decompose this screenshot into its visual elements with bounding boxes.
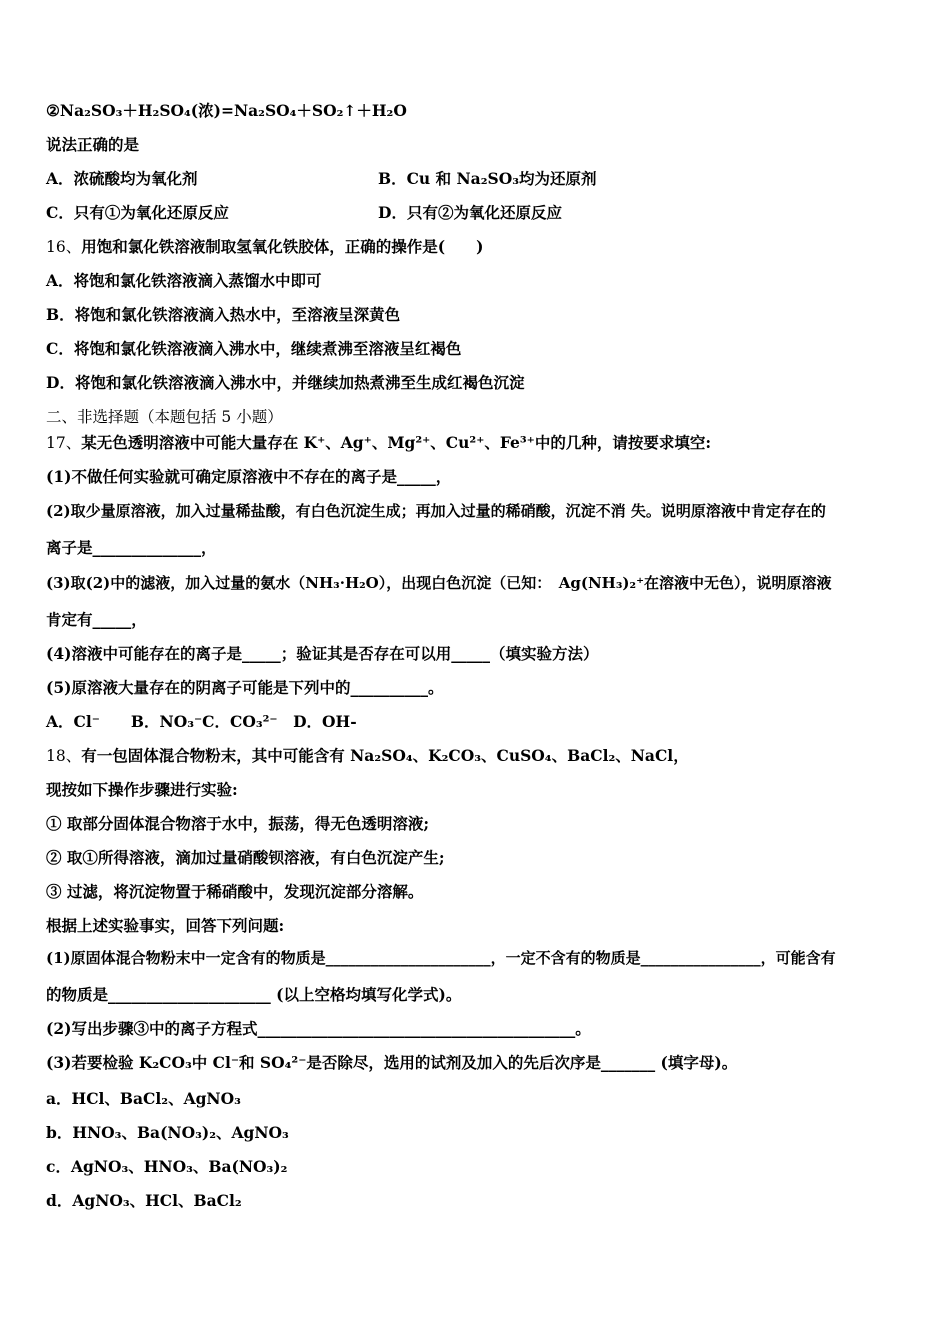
- q17-part-3-line-2: 肯定有_____，: [46, 610, 147, 629]
- section-heading: 二、非选择题（本题包括 5 小题）: [46, 408, 283, 426]
- q15-options-row-1: [46, 169, 906, 189]
- q18-step-1: ① 取部分固体混合物溶于水中，振荡，得无色透明溶液;: [46, 814, 430, 833]
- q17-text: 某无色透明溶液中可能大量存在 K⁺、Ag⁺、Mg²⁺、Cu²⁺、Fe³⁺中的几种，请按要求填空:: [81, 433, 712, 452]
- q16-number: 16、: [46, 238, 82, 256]
- q18-option-a: a．HCl、BaCl₂、AgNO₃: [46, 1089, 241, 1108]
- q18-step-3: ③ 过滤，将沉淀物置于稀硝酸中，发现沉淀部分溶解。: [46, 882, 424, 901]
- q15-option-c: C．只有①为氧化还原反应: [46, 203, 229, 222]
- q18-number: 18、: [46, 747, 82, 765]
- q17-part-2-line-2: 离子是______________，: [46, 538, 217, 557]
- q17-options: A．Cl⁻ B．NO₃⁻C．CO₃²⁻ D．OH-: [46, 712, 357, 731]
- q18-instruction: 根据上述实验事实，回答下列问题:: [46, 916, 285, 935]
- q18-option-c: c．AgNO₃、HNO₃、Ba(NO₃)₂: [46, 1157, 288, 1176]
- q18-stem: [46, 746, 689, 766]
- q15-option-b: B．Cu 和 Na₂SO₃均为还原剂: [378, 169, 597, 188]
- q17-part-5: (5)原溶液大量存在的阴离子可能是下列中的__________。: [46, 678, 444, 697]
- q16-text: 用饱和氯化铁溶液制取氢氧化铁胶体，正确的操作是( ): [81, 237, 484, 256]
- q17-stem: [46, 433, 711, 453]
- q17-part-4: (4)溶液中可能存在的离子是_____；验证其是否存在可以用_____（填实验方法）: [46, 644, 599, 663]
- q15-options-row-2: [46, 203, 906, 223]
- q15-option-a: A．浓硫酸均为氧化剂: [46, 169, 198, 188]
- reaction-equation-2: ②Na₂SO₃＋H₂SO₄(浓)=Na₂SO₄＋SO₂↑＋H₂O: [46, 101, 407, 120]
- question-prompt: 说法正确的是: [46, 135, 140, 154]
- q15-option-d: D．只有②为氧化还原反应: [378, 203, 562, 222]
- q17-part-3-line-1: (3)取(2)中的滤液，加入过量的氨水（NH₃·H₂O），出现白色沉淀（已知： Ag(NH₃)₂⁺在溶液中无色），说明原溶液: [46, 574, 832, 592]
- q18-part-1-line-1: (1)原固体混合物粉末中一定含有的物质是______________________，一定不含有的物质是________________，可能含有: [46, 949, 836, 967]
- q17-part-1: (1)不做任何实验就可确定原溶液中不存在的离子是_____，: [46, 467, 452, 486]
- q18-step-2: ② 取①所得溶液，滴加过量硝酸钡溶液，有白色沉淀产生;: [46, 848, 445, 867]
- q16-stem: [46, 237, 483, 257]
- q18-step-intro: 现按如下操作步骤进行实验:: [46, 780, 238, 799]
- q16-option-d: D．将饱和氯化铁溶液滴入沸水中，并继续加热煮沸至生成红褐色沉淀: [46, 373, 525, 392]
- q18-part-1-line-2: 的物质是_____________________ (以上空格均填写化学式)。: [46, 985, 462, 1004]
- q16-option-b: B．将饱和氯化铁溶液滴入热水中，至溶液呈深黄色: [46, 305, 401, 324]
- q18-part-3: (3)若要检验 K₂CO₃中 Cl⁻和 SO₄²⁻是否除尽，选用的试剂及加入的先后次序是_______ (填字母)。: [46, 1053, 738, 1072]
- q16-option-c: C．将饱和氯化铁溶液滴入沸水中，继续煮沸至溶液呈红褐色: [46, 339, 462, 358]
- q17-number: 17、: [46, 434, 82, 452]
- q18-text: 有一包固体混合物粉末，其中可能含有 Na₂SO₄、K₂CO₃、CuSO₄、BaCl₂、NaCl，: [81, 746, 689, 765]
- q18-part-2: (2)写出步骤③中的离子方程式_________________________________________。: [46, 1019, 591, 1038]
- q17-part-2-line-1: (2)取少量原溶液，加入过量稀盐酸，有白色沉淀生成；再加入过量的稀硝酸，沉淀不消 失。说明原溶液中肯定存在的: [46, 502, 826, 520]
- q18-option-d: d．AgNO₃、HCl、BaCl₂: [46, 1191, 242, 1210]
- q16-option-a: A．将饱和氯化铁溶液滴入蒸馏水中即可: [46, 271, 322, 290]
- q18-option-b: b．HNO₃、Ba(NO₃)₂、AgNO₃: [46, 1123, 289, 1142]
